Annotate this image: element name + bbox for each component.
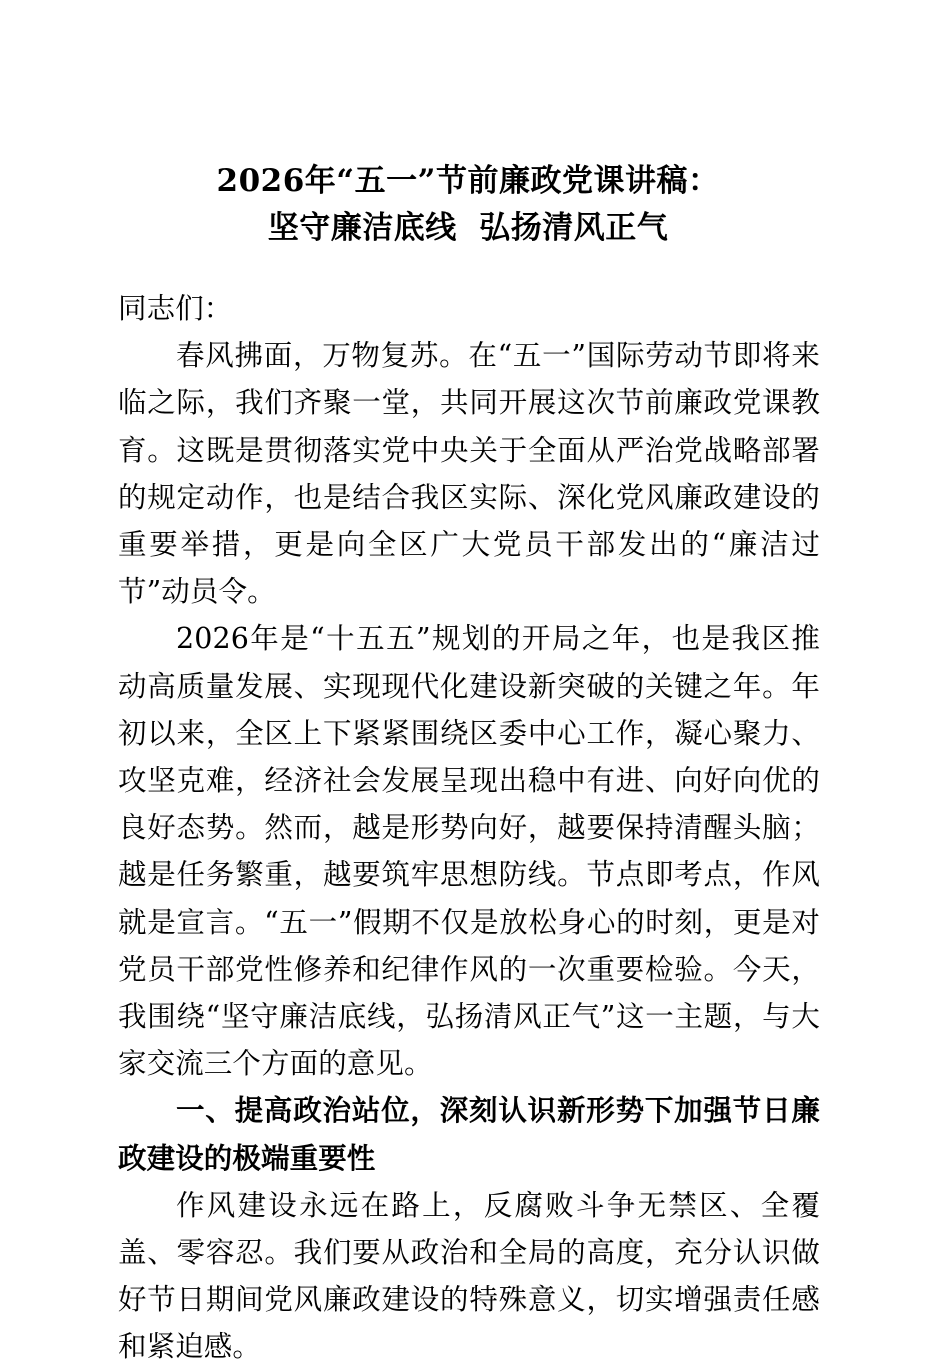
document-title — [118, 158, 818, 252]
document-body — [118, 285, 820, 1371]
document-title-line-2: 坚守廉洁底线 弘扬清风正气 — [267, 210, 669, 246]
salutation: 同志们： — [118, 292, 233, 325]
document-title-line-1: 2026年“五一”节前廉政党课讲稿： — [216, 163, 720, 199]
body-paragraph-3: 作风建设永远在路上，反腐败斗争无禁区、全覆盖、零容忍。我们要从政治和全局的高度，充分认识做好节日期间党风廉政建设的特殊意义，切实增强责任感和紧迫感。 — [118, 1188, 820, 1364]
body-paragraph-2: 2026年是“十五五”规划的开局之年，也是我区推动高质量发展、实现现代化建设新突破的关键之年。年初以来，全区上下紧紧围绕区委中心工作，凝心聚力、攻坚克难，经济社会发展呈现出稳中有进、向好向优的良好态势。然而，越是形势向好，越要保持清醒头脑；越是任务繁重，越要筑牢思想防线。节点即考点，作风就是宣言。“五一”假期不仅是放松身心的时刻，更是对党员干部党性修养和纪律作风的一次重要检验。今天，我围绕“坚守廉洁底线，弘扬清风正气”这一主题，与大家交流三个方面的意见。 — [118, 622, 820, 1081]
body-paragraph-1: 春风拂面，万物复苏。在“五一”国际劳动节即将来临之际，我们齐聚一堂，共同开展这次节前廉政党课教育。这既是贯彻落实党中央关于全面从严治党战略部署的规定动作，也是结合我区实际、深化党风廉政建设的重要举措，更是向全区广大党员干部发出的“廉洁过节”动员令。 — [118, 339, 820, 609]
section-heading-1: 一、提高政治站位，深刻认识新形势下加强节日廉政建设的极端重要性 — [118, 1093, 820, 1175]
